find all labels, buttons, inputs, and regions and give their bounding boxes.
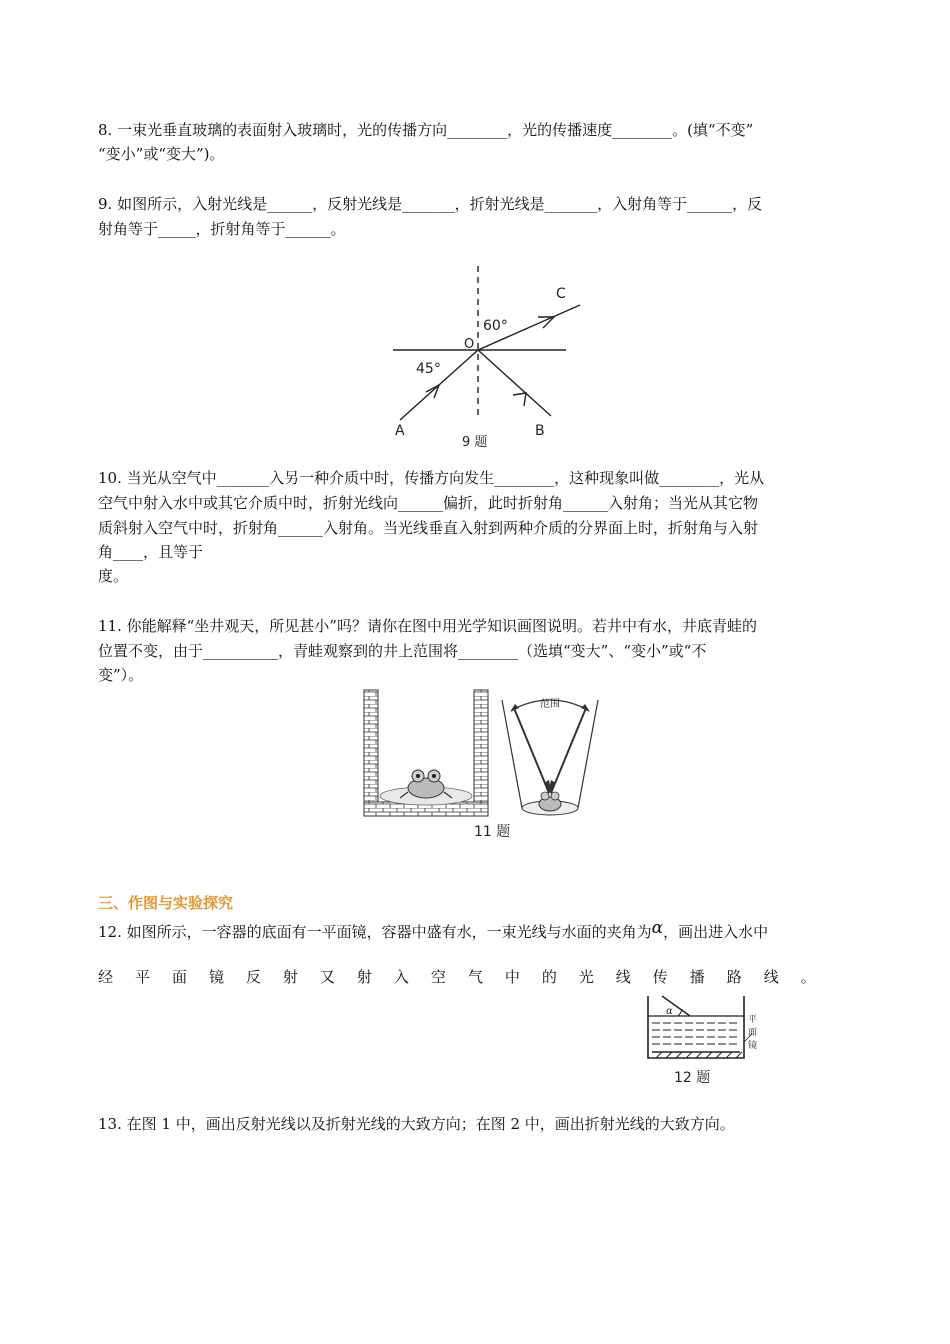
frog-icon-right [539,792,561,811]
q12-line1-text: 12. 如图所示，一容器的底面有一平面镜，容器中盛有水，一束光线与水面的夹角为 [98,923,652,941]
q12-char: 传 [652,968,668,986]
q12-line2 [98,966,816,987]
q12-char: 路 [726,968,742,986]
sight-ray-left [514,708,549,793]
well-wall-right [474,690,488,816]
mirror-label-1: 平 [748,1015,758,1025]
q12-char: 气 [467,968,483,986]
label-b: B [535,423,545,439]
q12-char: 镜 [208,968,224,986]
ray-b [478,350,551,416]
q12-char: 平 [134,968,150,986]
q12-char: 中 [504,968,520,986]
q12-char: 空 [430,968,446,986]
q11-line3: 变”）。 [98,666,144,684]
q8-line2: “变小”或“变大”)。 [98,145,225,163]
q12-char: 入 [393,968,409,986]
q11-line2: 位置不变，由于__________，青蛙观察到的井上范围将________（选填“变大”、“变小”或“不 [98,642,707,660]
q10-line5: 度。 [98,567,129,585]
q11-figure [362,688,610,843]
q12-char: 的 [541,968,557,986]
section-title: 三、作图与实验探究 [98,894,234,912]
q12-char: 射 [356,968,372,986]
q12-char: 。 [800,968,816,986]
q9-figure [388,260,588,452]
label-o: O [464,337,475,352]
q12-char: 播 [689,968,705,986]
mirror-label-2: 面 [748,1028,758,1038]
q9-line2: 射角等于_____，折射角等于______。 [98,220,346,238]
label-a: A [395,423,405,439]
q12-char: 经 [98,968,114,986]
alpha-arc [678,1009,682,1016]
alpha-label: α [666,1006,673,1017]
mirror-label-3: 镜 [748,1041,758,1051]
label-c: C [556,286,566,302]
alpha-symbol: α [651,918,664,938]
q12-char: 面 [171,968,187,986]
sight-ray-right [551,708,586,793]
q8-line1: 8. 一束光垂直玻璃的表面射入玻璃时，光的传播方向________，光的传播速度________。(填“不变” [98,121,754,139]
caption-12: 12 题 [674,1070,711,1086]
mirror-hatch [656,1052,742,1058]
q10-line4: 角____，且等于 [98,543,204,561]
q10-line2: 空气中射入水中或其它介质中时，折射光线向______偏折，此时折射角______入射角；当光从其它物 [98,494,759,512]
q12-char: 射 [282,968,298,986]
angle-45: 45° [416,361,441,377]
q12-line1 [98,918,768,942]
range-label: 范围 [540,699,560,710]
angle-60: 60° [483,318,508,334]
q12-char: 光 [578,968,594,986]
q12-char: 线 [615,968,631,986]
well-wall-left [364,690,378,816]
q9-line1: 9. 如图所示，入射光线是______，反射光线是_______，折射光线是_______，入射角等于______，反 [98,195,763,213]
q12-line1-end: ，画出进入水中 [663,923,769,941]
q13-line1: 13. 在图 1 中，画出反射光线以及折射光线的大致方向；在图 2 中，画出折射光线的大致方向。 [98,1115,735,1133]
container [648,996,744,1058]
q12-char: 又 [319,968,335,986]
arrow-b [513,393,526,406]
caption-11: 11 题 [474,824,511,840]
q11-line1: 11. 你能解释“坐井观天，所见甚小”吗？请你在图中用光学知识画图说明。若井中有水，井底青蛙的 [98,617,757,635]
q10-line1: 10. 当光从空气中_______入另一种介质中时，传播方向发生________，这种现象叫做________，光从 [98,469,765,487]
caption-9: 9 题 [462,435,488,450]
q12-figure [640,992,770,1090]
q10-line3: 质斜射入空气中时，折射角______入射角。当光线垂直入射到两种介质的分界面上时，折射角与入射 [98,519,759,537]
q12-char: 线 [763,968,779,986]
q12-char: 反 [245,968,261,986]
water-lines [652,1023,740,1044]
